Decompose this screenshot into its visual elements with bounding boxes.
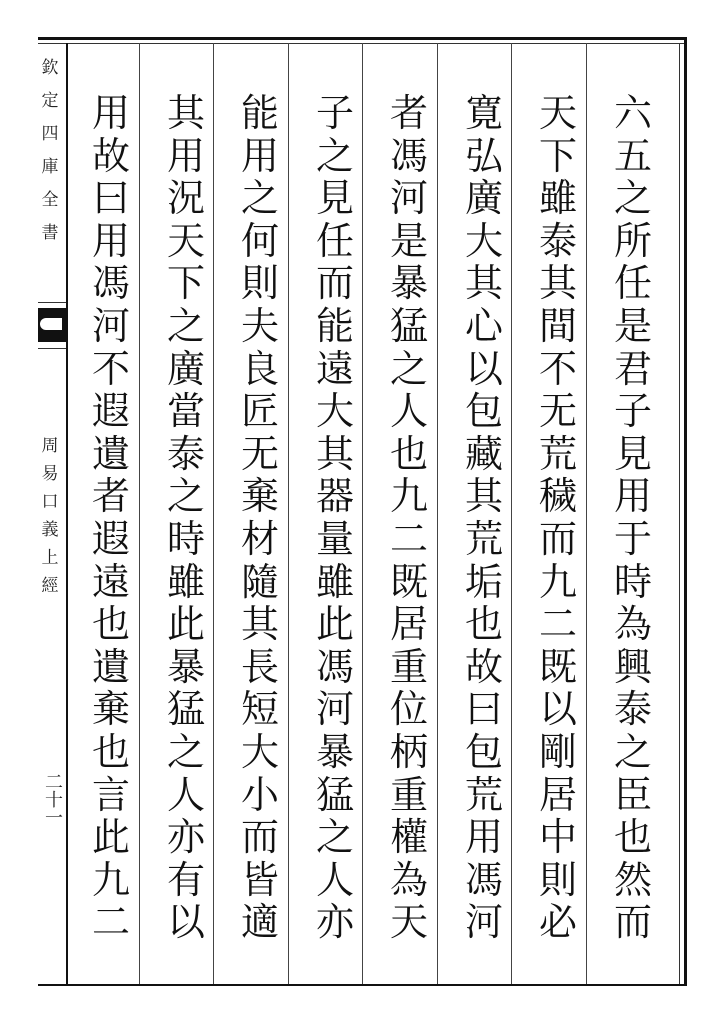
text-character: 者 xyxy=(91,474,130,519)
text-character: 此 xyxy=(315,602,354,647)
text-character: 之 xyxy=(613,729,652,774)
text-character: 弘 xyxy=(464,133,503,178)
text-character: 隨 xyxy=(240,559,279,604)
text-column-8 xyxy=(82,92,140,944)
text-character: 中 xyxy=(538,815,577,860)
text-column-6 xyxy=(231,92,289,944)
text-character: 泰 xyxy=(538,218,577,263)
text-character: 為 xyxy=(613,602,652,647)
text-character: 之 xyxy=(389,346,428,391)
text-character: 居 xyxy=(538,772,577,817)
page-frame-right xyxy=(684,37,687,986)
text-character: 大 xyxy=(464,218,503,263)
text-character: 曰 xyxy=(91,176,130,221)
text-character: 其 xyxy=(464,261,503,306)
text-character: 之 xyxy=(315,815,354,860)
text-character: 是 xyxy=(613,303,652,348)
text-character: 能 xyxy=(315,303,354,348)
text-character: 人 xyxy=(166,772,205,817)
text-character: 暴 xyxy=(166,644,205,689)
text-character: 猛 xyxy=(389,303,428,348)
text-character: 也 xyxy=(91,602,130,647)
text-character: 小 xyxy=(240,772,279,817)
text-character: 其 xyxy=(464,474,503,519)
text-character: 既 xyxy=(538,644,577,689)
text-character: 子 xyxy=(613,389,652,434)
text-character: 之 xyxy=(315,133,354,178)
text-character: 九 xyxy=(91,857,130,902)
text-character: 荒 xyxy=(464,516,503,561)
text-character: 遺 xyxy=(91,644,130,689)
text-character: 也 xyxy=(613,815,652,860)
text-character: 人 xyxy=(315,857,354,902)
text-character: 寛 xyxy=(464,91,503,135)
text-character: 六 xyxy=(613,91,652,135)
text-character: 剛 xyxy=(538,729,577,774)
text-character: 曰 xyxy=(464,687,503,732)
text-character: 包 xyxy=(464,389,503,434)
text-column-3 xyxy=(455,92,513,944)
text-character: 而 xyxy=(315,261,354,306)
text-character: 居 xyxy=(389,602,428,647)
text-character: 暴 xyxy=(389,261,428,306)
text-character: 當 xyxy=(166,389,205,434)
text-character: 適 xyxy=(240,900,279,945)
text-character: 量 xyxy=(315,516,354,561)
text-character: 者 xyxy=(389,91,428,135)
text-character: 長 xyxy=(240,644,279,689)
text-character: 其 xyxy=(538,261,577,306)
text-character: 泰 xyxy=(166,431,205,476)
text-character: 能 xyxy=(240,91,279,135)
text-character: 暴 xyxy=(315,729,354,774)
text-character: 九 xyxy=(538,559,577,604)
text-character: 二 xyxy=(538,602,577,647)
text-character: 以 xyxy=(538,687,577,732)
text-character: 夫 xyxy=(240,303,279,348)
text-character: 短 xyxy=(240,687,279,732)
text-character: 荒 xyxy=(464,772,503,817)
text-character: 亦 xyxy=(315,900,354,945)
text-character: 馮 xyxy=(91,261,130,306)
text-character: 下 xyxy=(166,261,205,306)
text-character: 用 xyxy=(464,815,503,860)
text-character: 遠 xyxy=(315,346,354,391)
text-character: 之 xyxy=(166,729,205,774)
text-character: 不 xyxy=(538,346,577,391)
text-character: 用 xyxy=(91,218,130,263)
text-character: 用 xyxy=(240,133,279,178)
text-character: 用 xyxy=(91,91,130,135)
text-character: 大 xyxy=(240,729,279,774)
text-character: 以 xyxy=(166,900,205,945)
page-frame-bottom xyxy=(38,984,685,986)
text-character: 重 xyxy=(389,772,428,817)
page-frame-left xyxy=(66,43,68,984)
margin-title: 欽 定 四 庫 全 書 xyxy=(41,58,59,243)
text-character: 天 xyxy=(389,900,428,945)
text-character: 是 xyxy=(389,218,428,263)
text-column-2 xyxy=(529,92,587,944)
fish-tail-mark-icon xyxy=(38,308,66,342)
text-character: 權 xyxy=(389,815,428,860)
text-character: 穢 xyxy=(538,474,577,519)
text-character: 不 xyxy=(91,346,130,391)
text-character: 遐 xyxy=(91,516,130,561)
text-character: 匠 xyxy=(240,389,279,434)
text-character: 河 xyxy=(389,176,428,221)
text-character: 其 xyxy=(315,431,354,476)
text-character: 无 xyxy=(538,389,577,434)
text-character: 无 xyxy=(240,431,279,476)
text-character: 位 xyxy=(389,687,428,732)
margin-divider xyxy=(38,302,66,303)
text-character: 泰 xyxy=(613,687,652,732)
text-character: 雖 xyxy=(166,559,205,604)
text-character: 時 xyxy=(613,559,652,604)
text-character: 之 xyxy=(613,176,652,221)
text-character: 以 xyxy=(464,346,503,391)
text-character: 廣 xyxy=(464,176,503,221)
text-column-5 xyxy=(306,92,364,944)
text-column-7 xyxy=(157,92,215,944)
text-character: 必 xyxy=(538,900,577,945)
text-character: 心 xyxy=(464,303,503,348)
text-character: 任 xyxy=(315,218,354,263)
text-character: 子 xyxy=(315,91,354,135)
text-character: 然 xyxy=(613,857,652,902)
text-character: 猛 xyxy=(166,687,205,732)
text-character: 任 xyxy=(613,261,652,306)
text-character: 何 xyxy=(240,218,279,263)
text-character: 則 xyxy=(240,261,279,306)
text-character: 二 xyxy=(91,900,130,945)
text-column-4 xyxy=(380,92,438,944)
text-character: 有 xyxy=(166,857,205,902)
text-character: 棄 xyxy=(240,474,279,519)
text-character: 柄 xyxy=(389,729,428,774)
text-character: 遐 xyxy=(91,389,130,434)
text-character: 九 xyxy=(389,474,428,519)
text-character: 包 xyxy=(464,729,503,774)
text-character: 棄 xyxy=(91,687,130,732)
text-character: 況 xyxy=(166,176,205,221)
text-character: 之 xyxy=(166,303,205,348)
text-character: 河 xyxy=(315,687,354,732)
text-character: 此 xyxy=(91,815,130,860)
text-character: 而 xyxy=(538,516,577,561)
text-character: 之 xyxy=(240,176,279,221)
text-character: 大 xyxy=(315,389,354,434)
text-character: 此 xyxy=(166,602,205,647)
text-character: 時 xyxy=(166,516,205,561)
text-character: 器 xyxy=(315,474,354,519)
text-character: 良 xyxy=(240,346,279,391)
text-character: 雖 xyxy=(315,559,354,604)
text-character: 天 xyxy=(166,218,205,263)
text-character: 故 xyxy=(91,133,130,178)
text-character: 二 xyxy=(389,516,428,561)
text-character: 而 xyxy=(240,815,279,860)
text-character: 也 xyxy=(389,431,428,476)
text-character: 河 xyxy=(464,900,503,945)
text-character: 遠 xyxy=(91,559,130,604)
text-character: 馮 xyxy=(315,644,354,689)
text-character: 于 xyxy=(613,516,652,561)
text-character: 人 xyxy=(389,389,428,434)
text-character: 荒 xyxy=(538,431,577,476)
text-character: 垢 xyxy=(464,559,503,604)
text-character: 臣 xyxy=(613,772,652,817)
text-character: 其 xyxy=(166,91,205,135)
text-character: 見 xyxy=(315,176,354,221)
text-character: 其 xyxy=(240,602,279,647)
text-character: 材 xyxy=(240,516,279,561)
text-character: 猛 xyxy=(315,772,354,817)
text-character: 廣 xyxy=(166,346,205,391)
text-character: 馮 xyxy=(464,857,503,902)
text-character: 下 xyxy=(538,133,577,178)
text-character: 而 xyxy=(613,900,652,945)
text-character: 見 xyxy=(613,431,652,476)
text-column-1 xyxy=(604,92,662,944)
text-character: 則 xyxy=(538,857,577,902)
text-character: 用 xyxy=(613,474,652,519)
text-character: 也 xyxy=(464,602,503,647)
text-character: 皆 xyxy=(240,857,279,902)
page-frame-top xyxy=(38,37,685,40)
text-character: 用 xyxy=(166,133,205,178)
text-character: 既 xyxy=(389,559,428,604)
margin-divider xyxy=(38,348,66,349)
text-character: 天 xyxy=(538,91,577,135)
text-character: 雖 xyxy=(538,176,577,221)
text-character: 之 xyxy=(166,474,205,519)
text-character: 君 xyxy=(613,346,652,391)
text-character: 遺 xyxy=(91,431,130,476)
text-character: 為 xyxy=(389,857,428,902)
text-character: 故 xyxy=(464,644,503,689)
page-frame-right-inner xyxy=(679,43,680,984)
text-character: 亦 xyxy=(166,815,205,860)
page-number: 二十一 xyxy=(42,772,63,826)
text-character: 興 xyxy=(613,644,652,689)
text-character: 馮 xyxy=(389,133,428,178)
text-character: 言 xyxy=(91,772,130,817)
text-character: 也 xyxy=(91,729,130,774)
text-character: 藏 xyxy=(464,431,503,476)
text-character: 間 xyxy=(538,303,577,348)
text-character: 河 xyxy=(91,303,130,348)
text-character: 所 xyxy=(613,218,652,263)
text-character: 重 xyxy=(389,644,428,689)
text-character: 五 xyxy=(613,133,652,178)
margin-chapter: 周 易 口 義 上 經 xyxy=(41,436,59,596)
